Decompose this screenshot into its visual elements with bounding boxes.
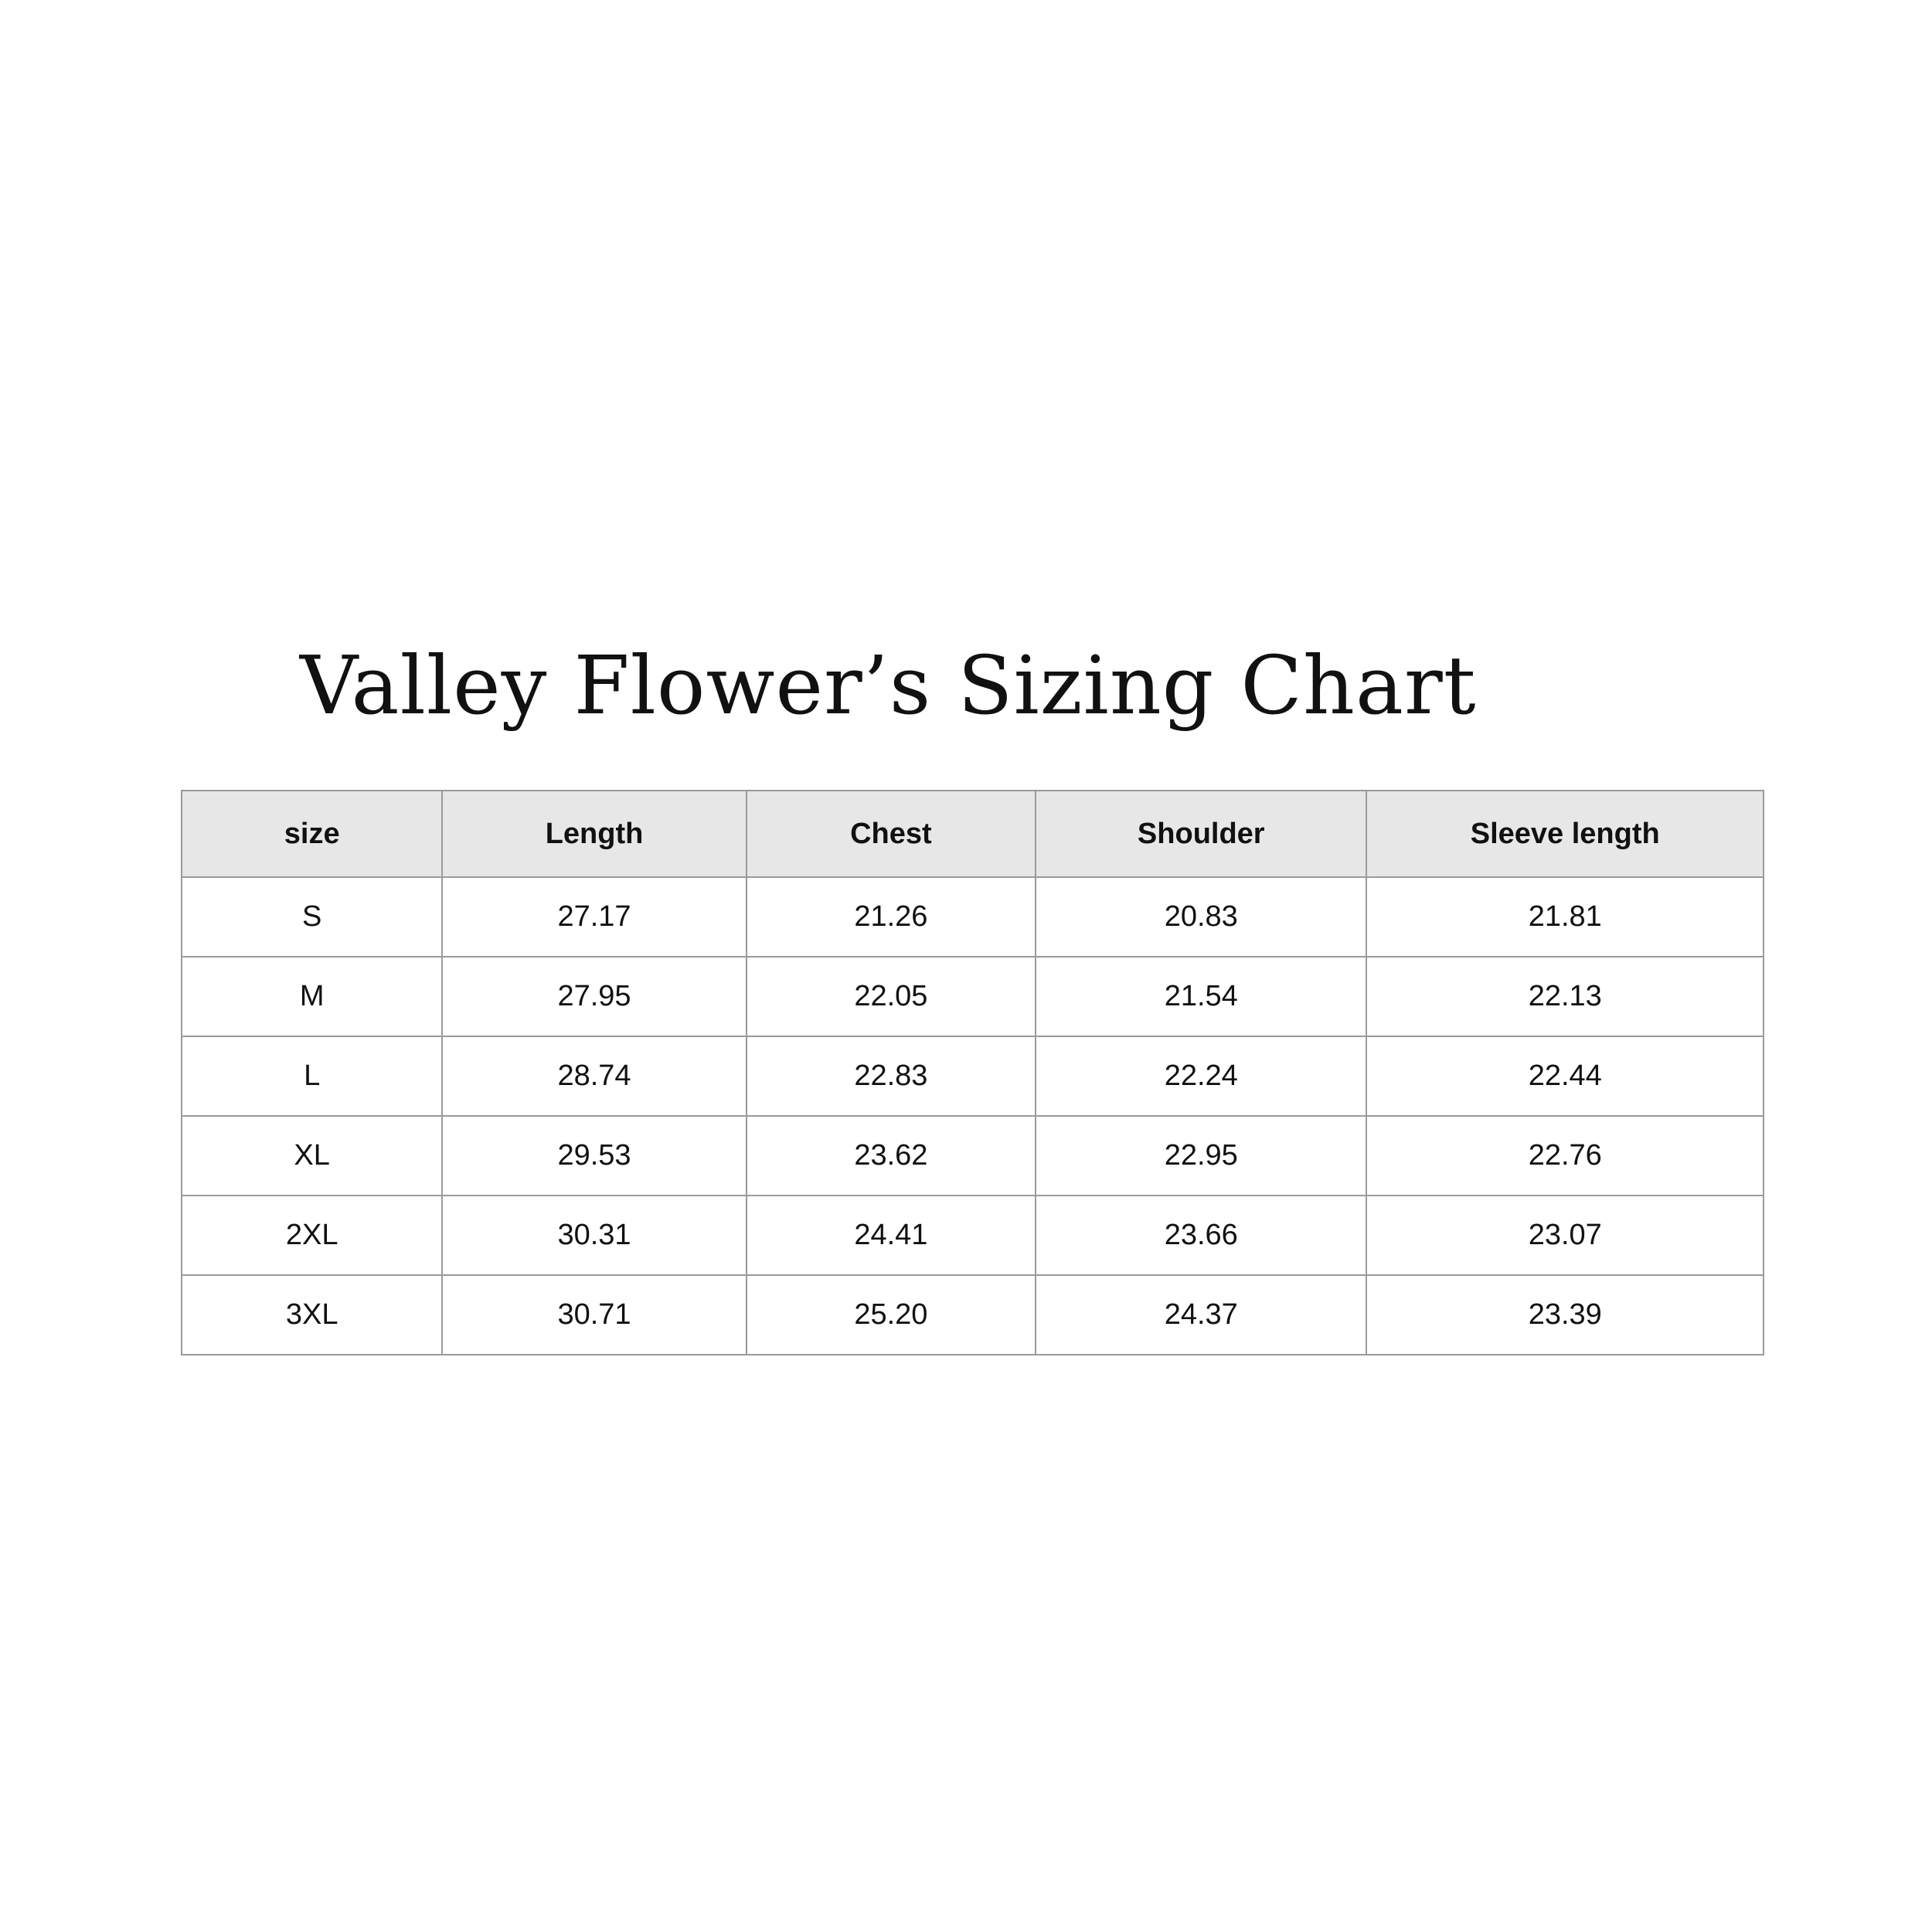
chest-cell: 25.20	[747, 1275, 1036, 1355]
sleeve-length-cell: 21.81	[1366, 877, 1764, 957]
size-cell: 2XL	[182, 1196, 442, 1275]
header-cell-sleeve-length: Sleeve length	[1366, 791, 1764, 877]
chest-cell: 23.62	[747, 1116, 1036, 1196]
size-cell: S	[182, 877, 442, 957]
table-row	[182, 877, 1764, 957]
length-cell: 27.17	[442, 877, 746, 957]
sleeve-length-cell: 22.44	[1366, 1036, 1764, 1116]
shoulder-cell: 20.83	[1036, 877, 1366, 957]
length-cell: 29.53	[442, 1116, 746, 1196]
shoulder-cell: 22.24	[1036, 1036, 1366, 1116]
header-cell-shoulder: Shoulder	[1036, 791, 1366, 877]
size-cell: 3XL	[182, 1275, 442, 1355]
size-cell: L	[182, 1036, 442, 1116]
table-row	[182, 957, 1764, 1036]
length-cell: 27.95	[442, 957, 746, 1036]
header-cell-chest: Chest	[747, 791, 1036, 877]
chest-cell: 22.83	[747, 1036, 1036, 1116]
header-cell-size: size	[182, 791, 442, 877]
shoulder-cell: 22.95	[1036, 1116, 1366, 1196]
table-row	[182, 1275, 1764, 1355]
shoulder-cell: 23.66	[1036, 1196, 1366, 1275]
table-row	[182, 1116, 1764, 1196]
size-cell: XL	[182, 1116, 442, 1196]
table-header	[182, 791, 1764, 877]
length-cell: 30.71	[442, 1275, 746, 1355]
sleeve-length-cell: 22.76	[1366, 1116, 1764, 1196]
header-cell-length: Length	[442, 791, 746, 877]
page-title: Valley Flower’s Sizing Chart	[300, 638, 1477, 733]
table-body	[182, 877, 1764, 1355]
size-cell: M	[182, 957, 442, 1036]
chest-cell: 21.26	[747, 877, 1036, 957]
sleeve-length-cell: 23.39	[1366, 1275, 1764, 1355]
sleeve-length-cell: 23.07	[1366, 1196, 1764, 1275]
sizing-table	[181, 790, 1764, 1355]
header-row	[182, 791, 1764, 877]
sleeve-length-cell: 22.13	[1366, 957, 1764, 1036]
length-cell: 30.31	[442, 1196, 746, 1275]
length-cell: 28.74	[442, 1036, 746, 1116]
shoulder-cell: 24.37	[1036, 1275, 1366, 1355]
chest-cell: 22.05	[747, 957, 1036, 1036]
shoulder-cell: 21.54	[1036, 957, 1366, 1036]
chest-cell: 24.41	[747, 1196, 1036, 1275]
table-row	[182, 1196, 1764, 1275]
table-row	[182, 1036, 1764, 1116]
